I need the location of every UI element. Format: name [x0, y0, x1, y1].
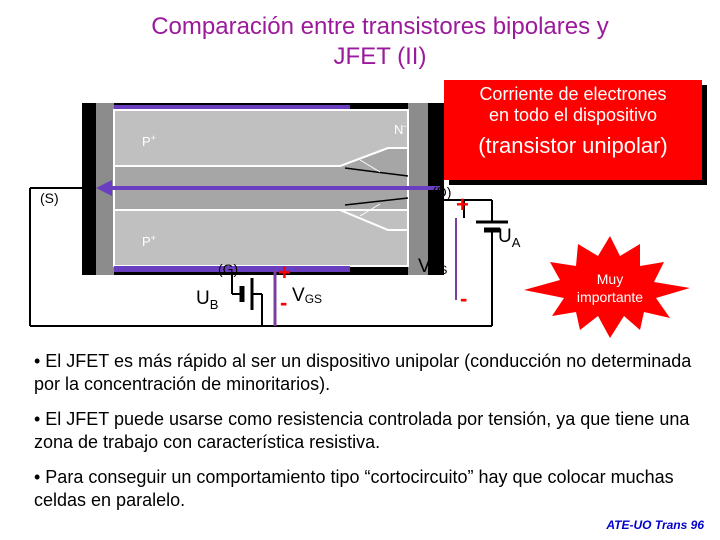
callout-line-3: (transistor unipolar) — [478, 133, 668, 158]
ua-label: $U_A$ — [498, 226, 521, 250]
source-label: (S) — [40, 190, 59, 206]
page-title-line-2: JFET (II) — [333, 43, 427, 70]
callout-box — [444, 80, 702, 180]
starburst-line-1: Muy — [596, 271, 624, 287]
n-minus-label: N- — [394, 121, 407, 137]
callout-line-2: en todo el dispositivo — [488, 105, 658, 125]
ub-label: $U_B$ — [196, 288, 219, 312]
vds-minus-sign: - — [460, 286, 468, 311]
vgs-minus-sign: - — [280, 290, 288, 315]
callout-line-1: Corriente de electrones — [479, 84, 667, 104]
starburst-shape — [524, 236, 690, 338]
vds-label: VDS — [418, 256, 448, 277]
p-plus-top-label: P+ — [142, 133, 156, 149]
starburst-line-2: importante — [576, 289, 644, 305]
p-plus-bottom-label: P+ — [142, 233, 156, 249]
bullet-item: • El JFET puede usarse como resistencia controlada por tensión, ya que tiene una zona de trabajo con característica resistiva. — [34, 409, 690, 452]
vds-plus-sign: + — [456, 192, 469, 217]
bullet-item: • Para conseguir un comportamiento tipo “cortocircuito” hay que colocar muchas celdas en paralelo. — [34, 467, 674, 510]
slide-footer: ATE-UO Trans 96 — [606, 518, 704, 532]
page-title-line-1: Comparación entre transistores bipolares y — [151, 13, 609, 40]
bullet-item: • El JFET es más rápido al ser un dispositivo unipolar (conducción no determinada por la concentración de minoritarios). — [34, 351, 692, 394]
gate-label: (G) — [218, 261, 239, 277]
drain-label: (D) — [432, 184, 452, 200]
vgs-label: VGS — [292, 285, 323, 306]
vgs-plus-sign: + — [278, 260, 291, 285]
bullet-list — [34, 350, 702, 524]
